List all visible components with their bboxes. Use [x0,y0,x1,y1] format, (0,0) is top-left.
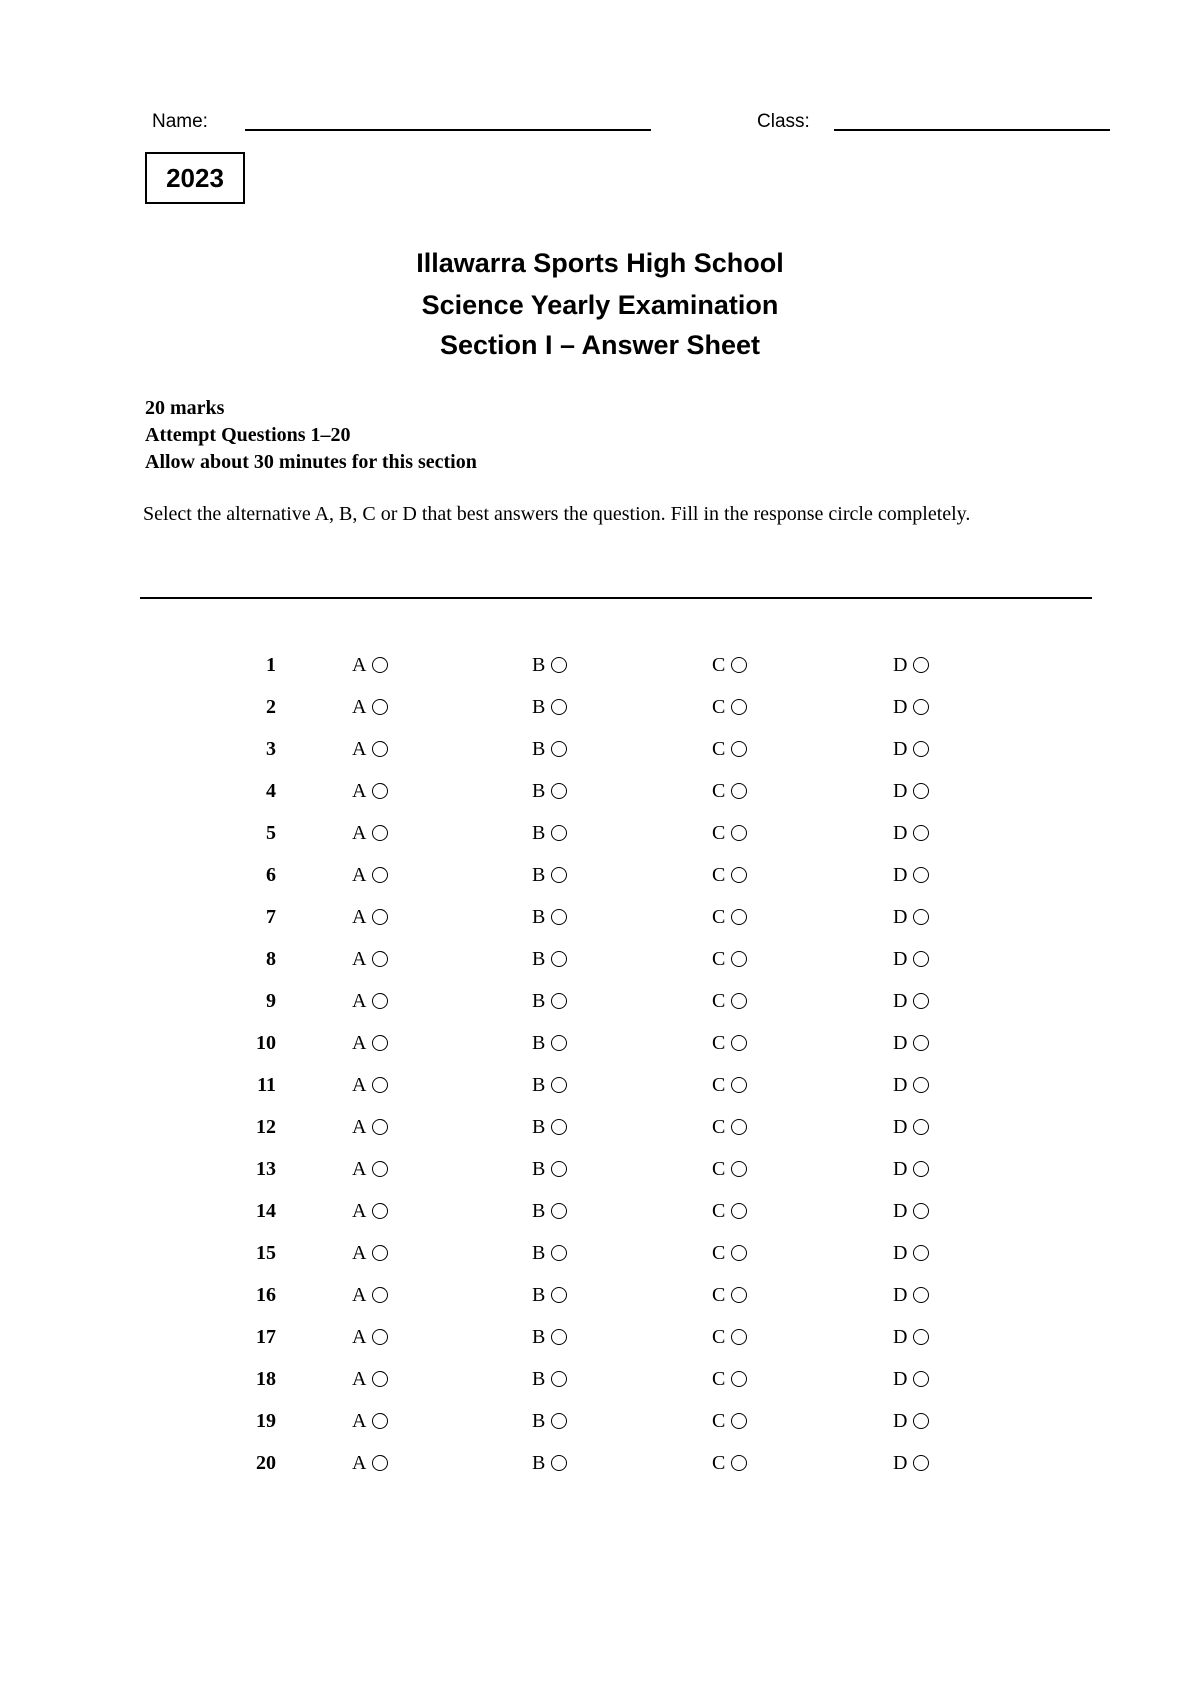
response-circle[interactable] [731,1203,747,1219]
option-a [352,692,388,722]
school-title: Illawarra Sports High School [416,248,784,278]
question-row [0,1028,1200,1070]
option-letter: A [352,1032,367,1054]
option-d [893,734,929,764]
option-a [352,1406,388,1436]
question-row [0,1154,1200,1196]
option-letter: B [532,864,546,886]
option-a [352,1196,388,1226]
response-circle[interactable] [372,825,388,841]
option-b [532,1028,567,1058]
option-letter: B [532,1116,546,1138]
option-letter: B [532,1158,546,1180]
option-c [712,1364,747,1394]
option-letter: B [532,1284,546,1306]
option-letter: D [893,990,908,1012]
option-letter: C [712,1032,726,1054]
option-a [352,1028,388,1058]
option-letter: C [712,1116,726,1138]
response-circle[interactable] [913,825,929,841]
option-letter: A [352,906,367,928]
option-a [352,986,388,1016]
option-c [712,902,747,932]
option-letter: A [352,696,367,718]
option-d [893,1448,929,1478]
option-b [532,1322,567,1352]
option-letter: D [893,1116,908,1138]
option-letter: A [352,864,367,886]
question-row [0,986,1200,1028]
option-letter: D [893,1074,908,1096]
option-letter: C [712,738,726,760]
response-circle[interactable] [551,1077,567,1093]
question-number: 17 [256,1326,276,1348]
option-a [352,1154,388,1184]
option-letter: A [352,948,367,970]
response-circle[interactable] [551,1203,567,1219]
response-circle[interactable] [372,657,388,673]
response-circle[interactable] [731,1035,747,1051]
response-circle[interactable] [731,825,747,841]
option-letter: D [893,738,908,760]
option-d [893,818,929,848]
option-letter: C [712,1200,726,1222]
response-circle[interactable] [551,699,567,715]
option-letter: A [352,780,367,802]
response-circle[interactable] [372,1203,388,1219]
option-letter: A [352,1452,367,1474]
response-circle[interactable] [551,1119,567,1135]
option-a [352,818,388,848]
option-b [532,944,567,974]
option-b [532,1070,567,1100]
option-b [532,860,567,890]
exam-title: Science Yearly Examination [421,290,779,320]
response-circle[interactable] [731,1077,747,1093]
class-label: Class: [757,111,810,132]
response-circle[interactable] [551,1245,567,1261]
option-letter: B [532,654,546,676]
option-d [893,1070,929,1100]
response-circle[interactable] [731,1371,747,1387]
option-letter: B [532,1326,546,1348]
question-row [0,1112,1200,1154]
option-c [712,1406,747,1436]
response-circle[interactable] [372,1245,388,1261]
option-letter: D [893,654,908,676]
option-b [532,1154,567,1184]
question-row [0,1364,1200,1406]
response-circle[interactable] [551,741,567,757]
option-a [352,734,388,764]
option-c [712,1448,747,1478]
question-number: 9 [266,990,276,1012]
option-letter: C [712,654,726,676]
divider [140,597,1092,599]
option-d [893,1112,929,1142]
response-circle[interactable] [913,1245,929,1261]
option-a [352,1280,388,1310]
question-row [0,776,1200,818]
question-number: 1 [266,654,276,676]
option-d [893,650,929,680]
question-number: 15 [256,1242,276,1264]
response-circle[interactable] [913,867,929,883]
option-d [893,986,929,1016]
response-circle[interactable] [913,699,929,715]
question-number: 8 [266,948,276,970]
response-circle[interactable] [551,1413,567,1429]
question-row [0,902,1200,944]
response-circle[interactable] [372,1413,388,1429]
response-circle[interactable] [372,909,388,925]
question-number: 7 [266,906,276,928]
response-circle[interactable] [731,993,747,1009]
option-letter: C [712,906,726,928]
option-b [532,1406,567,1436]
option-letter: C [712,948,726,970]
option-b [532,1196,567,1226]
option-letter: A [352,1368,367,1390]
response-circle[interactable] [372,1077,388,1093]
option-letter: B [532,948,546,970]
option-letter: C [712,864,726,886]
option-a [352,1448,388,1478]
option-letter: A [352,990,367,1012]
option-letter: B [532,906,546,928]
question-number: 6 [266,864,276,886]
response-circle[interactable] [731,1413,747,1429]
option-letter: A [352,1410,367,1432]
option-letter: A [352,1116,367,1138]
response-circle[interactable] [913,1119,929,1135]
option-c [712,818,747,848]
option-letter: C [712,1452,726,1474]
option-letter: A [352,1326,367,1348]
option-letter: B [532,1200,546,1222]
option-c [712,692,747,722]
response-circle[interactable] [731,867,747,883]
option-letter: C [712,696,726,718]
response-circle[interactable] [913,1077,929,1093]
option-c [712,734,747,764]
response-circle[interactable] [372,783,388,799]
option-d [893,1280,929,1310]
option-letter: B [532,738,546,760]
option-letter: D [893,1410,908,1432]
response-circle[interactable] [731,657,747,673]
question-number: 2 [266,696,276,718]
response-circle[interactable] [913,741,929,757]
response-circle[interactable] [913,951,929,967]
option-b [532,1112,567,1142]
option-letter: B [532,1032,546,1054]
question-number: 12 [256,1116,276,1138]
option-c [712,776,747,806]
option-c [712,986,747,1016]
response-circle[interactable] [372,951,388,967]
response-circle[interactable] [731,1455,747,1471]
option-letter: B [532,1452,546,1474]
response-circle[interactable] [913,1413,929,1429]
option-d [893,1196,929,1226]
option-letter: A [352,654,367,676]
question-number: 16 [256,1284,276,1306]
response-circle[interactable] [731,909,747,925]
question-number: 13 [256,1158,276,1180]
option-a [352,1112,388,1142]
option-letter: C [712,990,726,1012]
response-circle[interactable] [731,1245,747,1261]
option-d [893,944,929,974]
option-letter: A [352,1158,367,1180]
option-c [712,944,747,974]
response-circle[interactable] [551,909,567,925]
option-letter: B [532,822,546,844]
option-b [532,1448,567,1478]
response-circle[interactable] [372,993,388,1009]
response-circle[interactable] [551,1329,567,1345]
option-d [893,902,929,932]
response-circle[interactable] [372,867,388,883]
question-row [0,944,1200,986]
option-c [712,1112,747,1142]
response-circle[interactable] [551,1371,567,1387]
response-circle[interactable] [551,1035,567,1051]
question-row [0,1448,1200,1490]
option-letter: B [532,1242,546,1264]
option-a [352,944,388,974]
option-letter: D [893,1326,908,1348]
response-circle[interactable] [913,993,929,1009]
option-d [893,776,929,806]
response-circle[interactable] [913,1203,929,1219]
option-letter: A [352,738,367,760]
option-letter: D [893,1242,908,1264]
option-letter: A [352,1074,367,1096]
option-d [893,1322,929,1352]
option-letter: B [532,990,546,1012]
option-a [352,1070,388,1100]
response-circle[interactable] [551,783,567,799]
option-c [712,1196,747,1226]
option-c [712,1238,747,1268]
response-circle[interactable] [551,825,567,841]
option-letter: B [532,780,546,802]
marks-text: 20 marks [145,397,225,419]
question-number: 19 [256,1410,276,1432]
option-letter: B [532,1410,546,1432]
question-number: 5 [266,822,276,844]
option-letter: D [893,696,908,718]
response-circle[interactable] [731,699,747,715]
option-a [352,650,388,680]
option-letter: D [893,822,908,844]
class-field[interactable] [834,129,1110,131]
option-letter: C [712,1074,726,1096]
option-letter: A [352,822,367,844]
option-d [893,1406,929,1436]
option-a [352,776,388,806]
question-row [0,692,1200,734]
option-letter: D [893,1452,908,1474]
option-c [712,650,747,680]
option-b [532,818,567,848]
option-letter: D [893,1032,908,1054]
option-letter: C [712,1368,726,1390]
response-circle[interactable] [551,867,567,883]
response-circle[interactable] [372,1035,388,1051]
option-letter: D [893,948,908,970]
response-circle[interactable] [372,1329,388,1345]
answer-grid [0,650,1200,1490]
option-c [712,1322,747,1352]
section-title: Section I – Answer Sheet [439,330,761,360]
question-row [0,860,1200,902]
response-circle[interactable] [913,1455,929,1471]
question-number: 4 [266,780,276,802]
option-d [893,692,929,722]
option-letter: B [532,1074,546,1096]
attempt-text: Attempt Questions 1–20 [145,424,351,446]
option-letter: C [712,1242,726,1264]
option-letter: B [532,1368,546,1390]
option-letter: D [893,906,908,928]
question-number: 10 [256,1032,276,1054]
response-circle[interactable] [731,741,747,757]
option-b [532,1364,567,1394]
option-letter: C [712,1284,726,1306]
question-row [0,1238,1200,1280]
option-c [712,1280,747,1310]
option-a [352,860,388,890]
option-letter: B [532,696,546,718]
response-circle[interactable] [913,657,929,673]
response-circle[interactable] [372,1119,388,1135]
option-b [532,650,567,680]
response-circle[interactable] [551,1161,567,1177]
response-circle[interactable] [551,993,567,1009]
name-field[interactable] [245,129,651,131]
option-b [532,1280,567,1310]
option-c [712,1028,747,1058]
option-b [532,734,567,764]
response-circle[interactable] [372,741,388,757]
response-circle[interactable] [372,1287,388,1303]
question-row [0,650,1200,692]
option-c [712,860,747,890]
response-circle[interactable] [731,783,747,799]
option-letter: C [712,1326,726,1348]
option-a [352,1238,388,1268]
option-a [352,1364,388,1394]
option-d [893,1364,929,1394]
response-circle[interactable] [913,1287,929,1303]
option-d [893,1238,929,1268]
response-circle[interactable] [913,1161,929,1177]
name-label: Name: [152,111,208,132]
response-circle[interactable] [372,699,388,715]
option-b [532,692,567,722]
option-a [352,902,388,932]
response-circle[interactable] [913,909,929,925]
response-circle[interactable] [731,1329,747,1345]
option-letter: D [893,1200,908,1222]
option-letter: D [893,1368,908,1390]
time-text: Allow about 30 minutes for this section [145,451,477,473]
option-letter: C [712,1158,726,1180]
option-d [893,1154,929,1184]
response-circle[interactable] [372,1161,388,1177]
year-box: 2023 [145,152,245,204]
option-c [712,1070,747,1100]
option-d [893,860,929,890]
option-b [532,902,567,932]
question-row [0,818,1200,860]
option-b [532,776,567,806]
question-row [0,1070,1200,1112]
question-row [0,734,1200,776]
response-circle[interactable] [372,1371,388,1387]
option-letter: D [893,1284,908,1306]
option-b [532,1238,567,1268]
question-row [0,1280,1200,1322]
option-letter: C [712,780,726,802]
option-letter: A [352,1242,367,1264]
response-circle[interactable] [913,1035,929,1051]
response-circle[interactable] [731,1119,747,1135]
instructions: Select the alternative A, B, C or D that best answers the question. Fill in the response circle completely. [143,503,971,525]
response-circle[interactable] [551,657,567,673]
response-circle[interactable] [551,1455,567,1471]
option-letter: D [893,780,908,802]
question-number: 11 [257,1074,276,1096]
response-circle[interactable] [913,783,929,799]
response-circle[interactable] [731,1161,747,1177]
question-number: 14 [256,1200,276,1222]
option-b [532,986,567,1016]
option-d [893,1028,929,1058]
question-row [0,1322,1200,1364]
option-c [712,1154,747,1184]
option-letter: C [712,1410,726,1432]
question-number: 3 [266,738,276,760]
response-circle[interactable] [551,951,567,967]
question-row [0,1406,1200,1448]
response-circle[interactable] [551,1287,567,1303]
option-letter: A [352,1284,367,1306]
response-circle[interactable] [913,1329,929,1345]
option-letter: D [893,864,908,886]
question-row [0,1196,1200,1238]
question-number: 18 [256,1368,276,1390]
option-letter: D [893,1158,908,1180]
question-number: 20 [256,1452,276,1474]
response-circle[interactable] [731,1287,747,1303]
response-circle[interactable] [731,951,747,967]
option-letter: C [712,822,726,844]
option-a [352,1322,388,1352]
response-circle[interactable] [913,1371,929,1387]
response-circle[interactable] [372,1455,388,1471]
option-letter: A [352,1200,367,1222]
